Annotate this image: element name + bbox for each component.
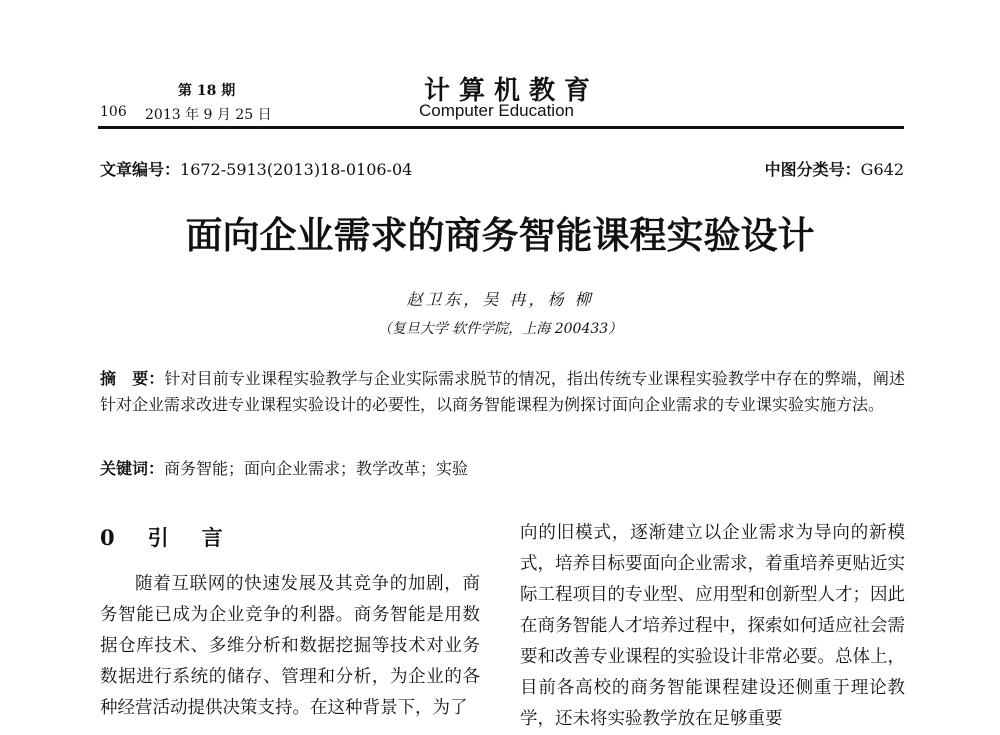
- body-left-column: [100, 569, 480, 724]
- publication-date: 2013 年 9 月 25 日: [145, 107, 272, 123]
- issue-number: 第 18 期: [178, 83, 236, 99]
- journal-title-cn: 计算机教育: [424, 76, 600, 106]
- affiliation: （复旦大学 软件学院，上海 200433）: [377, 321, 623, 337]
- page-number: 106: [100, 104, 127, 120]
- keywords-text: 商务智能；面向企业需求；教学改革；实验: [164, 459, 469, 478]
- section-heading: 0 引 言: [100, 525, 229, 550]
- article-title: 面向企业需求的商务智能课程实验设计: [185, 214, 815, 257]
- article-number-value: 1672-5913(2013)18-0106-04: [180, 160, 413, 179]
- abstract: [100, 366, 905, 418]
- journal-title-en: Computer Education: [419, 101, 574, 120]
- header-rule: [98, 126, 904, 129]
- authors: 赵卫东，吴 冉，杨 柳: [406, 290, 594, 309]
- clc-number: [765, 157, 904, 180]
- body-paragraph-left: 随着互联网的快速发展及其竞争的加剧，商务智能已成为企业竞争的利器。商务智能是用数据仓库技术、多维分析和数据挖掘等技术对业务数据进行系统的储存、管理和分析，为企业的各种经营活动提供决策支持。在这种背景下，为了: [100, 574, 480, 718]
- body-right-column: [520, 518, 905, 735]
- keywords: [100, 456, 468, 479]
- body-paragraph-right: 向的旧模式，逐渐建立以企业需求为导向的新模式，培养目标要面向企业需求，着重培养更贴近实际工程项目的专业型、应用型和创新型人才；因此在商务智能人才培养过程中，探索如何适应社会需要和改善专业课程的实验设计非常必要。总体上，目前各高校的商务智能课程建设还侧重于理论教学，还未将实验教学放在足够重要: [520, 523, 905, 729]
- keywords-label: 关键词：: [100, 459, 165, 478]
- clc-value: G642: [860, 160, 904, 179]
- article-number-label: 文章编号：: [100, 160, 181, 179]
- abstract-label: 摘 要：: [100, 369, 165, 388]
- article-number: [100, 157, 412, 180]
- clc-label: 中图分类号：: [764, 160, 861, 179]
- abstract-text: 针对目前专业课程实验教学与企业实际需求脱节的情况，指出传统专业课程实验教学中存在的弊端，阐述针对企业需求改进专业课程实验设计的必要性，以商务智能课程为例探讨面向企业需求的专业课实验实施方法。: [100, 369, 905, 414]
